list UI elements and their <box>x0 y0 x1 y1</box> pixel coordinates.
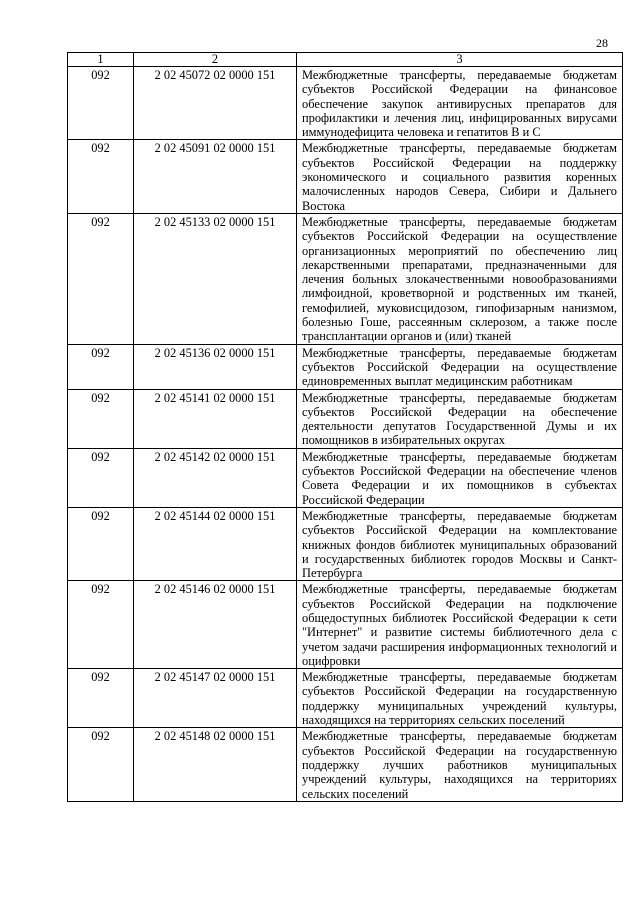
table-row <box>68 140 623 213</box>
budget-code-cell: 2 02 45142 02 0000 151 <box>134 448 297 507</box>
page-number: 28 <box>596 36 608 50</box>
budget-code-cell: 2 02 45141 02 0000 151 <box>134 389 297 448</box>
column-header-2: 2 <box>134 53 297 67</box>
table-row <box>68 389 623 448</box>
table-row <box>68 67 623 140</box>
table-row <box>68 213 623 344</box>
table-row <box>68 507 623 580</box>
admin-code-cell: 092 <box>68 389 134 448</box>
description-cell: Межбюджетные трансферты, передаваемые бюджетам субъектов Российской Федерации на подключение общедоступных библиотек Российской Федерации к сети "Интернет" и развитие системы библиотечного дела с учетом задачи расширения информационных технологий и оцифровки <box>297 581 623 669</box>
table-row <box>68 728 623 801</box>
description-cell: Межбюджетные трансферты, передаваемые бюджетам субъектов Российской Федерации на осуществление единовременных выплат медицинским работникам <box>297 344 623 389</box>
budget-code-cell: 2 02 45147 02 0000 151 <box>134 669 297 728</box>
table-row <box>68 581 623 669</box>
description-cell: Межбюджетные трансферты, передаваемые бюджетам субъектов Российской Федерации на государственную поддержку муниципальных учреждений культуры, находящихся на территориях сельских поселений <box>297 669 623 728</box>
budget-code-cell: 2 02 45136 02 0000 151 <box>134 344 297 389</box>
description-cell: Межбюджетные трансферты, передаваемые бюджетам субъектов Российской Федерации на обеспечение деятельности депутатов Государственной Думы и их помощников в избирательных округах <box>297 389 623 448</box>
budget-code-cell: 2 02 45148 02 0000 151 <box>134 728 297 801</box>
column-header-3: 3 <box>297 53 623 67</box>
admin-code-cell: 092 <box>68 140 134 213</box>
budget-code-cell: 2 02 45072 02 0000 151 <box>134 67 297 140</box>
column-header-1: 1 <box>68 53 134 67</box>
admin-code-cell: 092 <box>68 213 134 344</box>
admin-code-cell: 092 <box>68 728 134 801</box>
table-header-row <box>68 53 623 67</box>
budget-code-cell: 2 02 45144 02 0000 151 <box>134 507 297 580</box>
budget-code-cell: 2 02 45133 02 0000 151 <box>134 213 297 344</box>
description-cell: Межбюджетные трансферты, передаваемые бюджетам субъектов Российской Федерации на комплектование книжных фондов библиотек муниципальных образований и государственных библиотек городов Москвы и Санкт-Петербурга <box>297 507 623 580</box>
table-row <box>68 669 623 728</box>
description-cell: Межбюджетные трансферты, передаваемые бюджетам субъектов Российской Федерации на обеспечение членов Совета Федерации и их помощников в субъектах Российской Федерации <box>297 448 623 507</box>
description-cell: Межбюджетные трансферты, передаваемые бюджетам субъектов Российской Федерации на поддержку экономического и социального развития коренных малочисленных народов Севера, Сибири и Дальнего Востока <box>297 140 623 213</box>
admin-code-cell: 092 <box>68 344 134 389</box>
description-cell: Межбюджетные трансферты, передаваемые бюджетам субъектов Российской Федерации на государственную поддержку лучших работников муниципальных учреждений культуры, находящихся на территориях сельских поселений <box>297 728 623 801</box>
admin-code-cell: 092 <box>68 669 134 728</box>
description-cell: Межбюджетные трансферты, передаваемые бюджетам субъектов Российской Федерации на осуществление организационных мероприятий по обеспечению лиц лекарственными препаратами, предназначенными для лечения больных злокачественными новообразованиями лимфоидной, кроветворной и родственных им тканей, гемофилией, муковисцидозом, гипофизарным нанизмом, болезнью Гоше, рассеянным склерозом, а также после трансплантации органов и (или) тканей <box>297 213 623 344</box>
admin-code-cell: 092 <box>68 507 134 580</box>
admin-code-cell: 092 <box>68 448 134 507</box>
admin-code-cell: 092 <box>68 67 134 140</box>
table-row <box>68 344 623 389</box>
budget-codes-table <box>67 52 623 802</box>
table-row <box>68 448 623 507</box>
budget-code-cell: 2 02 45091 02 0000 151 <box>134 140 297 213</box>
admin-code-cell: 092 <box>68 581 134 669</box>
budget-code-cell: 2 02 45146 02 0000 151 <box>134 581 297 669</box>
description-cell: Межбюджетные трансферты, передаваемые бюджетам субъектов Российской Федерации на финансовое обеспечение закупок антивирусных препаратов для профилактики и лечения лиц, инфицированных вирусами иммунодефицита человека и гепатитов В и С <box>297 67 623 140</box>
